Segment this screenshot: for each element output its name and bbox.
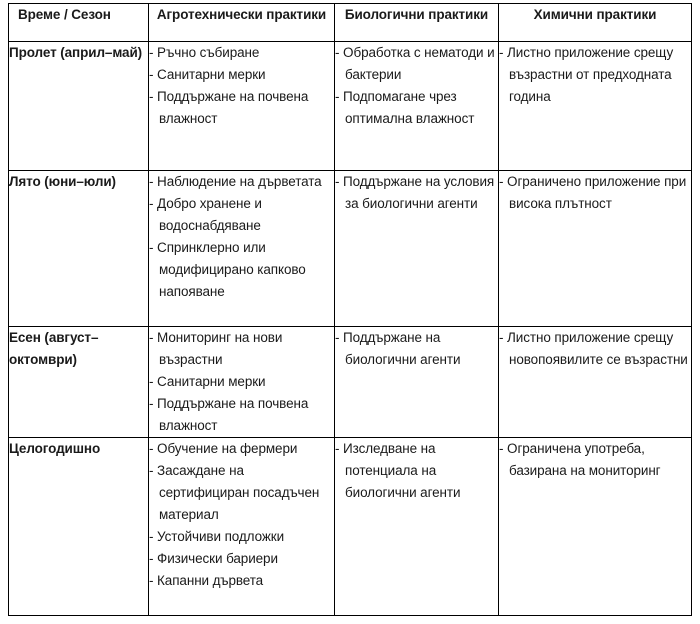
practice-item: - Санитарни мерки: [149, 374, 266, 389]
practice-item: - Поддържане на почвена влажност: [149, 396, 309, 433]
practice-item: - Ограничена употреба, базирана на мониторинг: [499, 441, 661, 478]
practice-item: - Капанни дървета: [149, 573, 264, 588]
practice-item: - Мониторинг на нови възрастни: [149, 330, 283, 367]
cell-season: [9, 171, 149, 327]
cell-agrotechnical: [149, 327, 335, 438]
season-label: Целогодишно: [9, 441, 101, 456]
table-header: [9, 4, 692, 42]
cell-agrotechnical: [149, 171, 335, 327]
table-header-row: [9, 4, 692, 42]
season-label: Пролет (април–май): [9, 45, 143, 60]
practice-item: - Ограничено приложение при висока плътност: [499, 174, 687, 211]
practice-item: - Ръчно събиране: [149, 45, 260, 60]
practice-list: [335, 42, 498, 130]
column-header-chemical: Химични практики: [499, 4, 692, 42]
practice-item: - Подпомагане чрез оптимална влажност: [335, 89, 475, 126]
cell-agrotechnical: [149, 42, 335, 171]
season-label: Лято (юни–юли): [9, 174, 116, 189]
cell-biological: [335, 327, 499, 438]
practice-list: [499, 171, 691, 215]
cell-season: [9, 438, 149, 616]
cell-chemical: [499, 42, 692, 171]
practice-item: - Спринклерно или модифицирано капково напояване: [149, 240, 306, 299]
column-header-agrotechnical: Агротехнически практики: [149, 4, 335, 42]
practice-list: [499, 438, 691, 482]
cell-biological: [335, 171, 499, 327]
seasonal-practices-table: [8, 3, 692, 616]
practice-list: [335, 171, 498, 215]
cell-biological: [335, 438, 499, 616]
practice-list: [335, 438, 498, 504]
table-row: [9, 327, 692, 438]
practice-item: - Устойчиви подложки: [149, 529, 285, 544]
table-body: [9, 42, 692, 616]
practice-item: - Листно приложение срещу възрастни от предходната година: [499, 45, 674, 104]
practice-list: [149, 42, 334, 130]
practice-item: - Изследване на потенциала на биологични агенти: [335, 441, 461, 500]
practice-item: - Листно приложение срещу новопоявилите се възрастни: [499, 330, 688, 367]
cell-season: [9, 42, 149, 171]
table-row: [9, 42, 692, 171]
practice-item: - Наблюдение на дърветата: [149, 174, 322, 189]
practice-item: - Поддържане на почвена влажност: [149, 89, 309, 126]
cell-chemical: [499, 327, 692, 438]
column-header-season: Време / Сезон: [9, 4, 149, 42]
practice-item: - Добро хранене и водоснабдяване: [149, 196, 262, 233]
practice-list: [149, 171, 334, 303]
table-row: [9, 171, 692, 327]
practice-item: - Засаждане на сертифициран посадъчен материал: [149, 463, 320, 522]
practice-item: - Поддържане на биологични агенти: [335, 330, 461, 367]
practice-list: [499, 327, 691, 371]
practice-list: [499, 42, 691, 108]
practice-item: - Физически бариери: [149, 551, 278, 566]
practice-list: [149, 438, 334, 592]
practice-item: - Санитарни мерки: [149, 67, 266, 82]
cell-biological: [335, 42, 499, 171]
column-header-biological: Биологични практики: [335, 4, 499, 42]
practice-item: - Обработка с нематоди и бактерии: [335, 45, 495, 82]
practice-list: [335, 327, 498, 371]
cell-season: [9, 327, 149, 438]
table-row: [9, 438, 692, 616]
practice-item: - Обучение на фермери: [149, 441, 298, 456]
cell-chemical: [499, 171, 692, 327]
practice-item: - Поддържане на условия за биологични агенти: [335, 174, 495, 211]
cell-agrotechnical: [149, 438, 335, 616]
cell-chemical: [499, 438, 692, 616]
season-label: Есен (август–октомври): [9, 330, 99, 367]
practice-list: [149, 327, 334, 437]
